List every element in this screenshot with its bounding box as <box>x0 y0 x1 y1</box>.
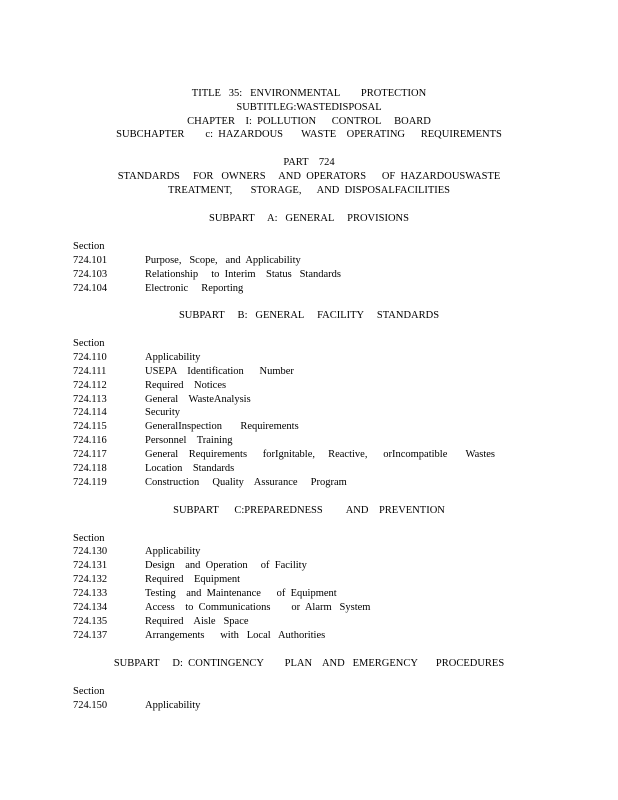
section-number: 724.112 <box>73 380 107 391</box>
section-number: 724.150 <box>73 700 108 711</box>
subchapter-line: SUBCHAPTER c: HAZARDOUS WASTE OPERATING REQUIREMENTS <box>116 129 502 140</box>
section-title: Construction Quality Assurance Program <box>145 477 347 488</box>
section-title: Electronic Reporting <box>145 283 244 294</box>
section-title: Relationship to Interim Status Standards <box>145 269 341 280</box>
section-number: 724.130 <box>73 546 108 557</box>
section-title: Personnel Training <box>145 435 233 446</box>
section-row <box>73 379 593 393</box>
section-number: 724.133 <box>73 588 108 599</box>
section-number: 724.113 <box>73 394 107 405</box>
section-number: 724.132 <box>73 574 108 585</box>
section-title: GeneralInspection Requirements <box>145 421 299 432</box>
section-number: 724.131 <box>73 560 108 571</box>
section-number: 724.119 <box>73 477 107 488</box>
section-row <box>73 365 593 379</box>
section-title: Required Equipment <box>145 574 241 585</box>
section-title: Testing and Maintenance of Equipment <box>145 588 337 599</box>
section-number: 724.103 <box>73 269 108 280</box>
section-number: 724.115 <box>73 421 107 432</box>
section-title: Applicability <box>145 546 201 557</box>
section-number: 724.110 <box>73 352 107 363</box>
section-row <box>73 420 593 434</box>
section-row <box>73 448 593 462</box>
section-label: Section <box>73 686 105 697</box>
section-title: Access to Communications or Alarm System <box>145 602 371 613</box>
section-title: Arrangements with Local Authorities <box>145 630 326 641</box>
section-title: Design and Operation of Facility <box>145 560 307 571</box>
subpart-c-heading: SUBPART C:PREPAREDNESS AND PREVENTION <box>173 505 445 516</box>
section-row <box>73 476 593 490</box>
section-row <box>73 587 593 601</box>
section-row <box>73 393 593 407</box>
subpart-d-heading: SUBPART D: CONTINGENCY PLAN AND EMERGENCY PROCEDURES <box>113 658 505 669</box>
section-number: 724.101 <box>73 255 108 266</box>
subtitle-line: SUBTITLEG:WASTEDISPOSAL <box>236 102 382 113</box>
section-row <box>73 615 593 629</box>
section-row <box>73 699 593 713</box>
section-title: General Requirements forIgnitable, Reactive, orIncompatible Wastes <box>145 449 496 460</box>
chapter-line: CHAPTER I: POLLUTION CONTROL BOARD <box>187 116 431 127</box>
section-row <box>73 268 593 282</box>
section-title: Applicability <box>145 352 201 363</box>
section-title: Location Standards <box>145 463 235 474</box>
section-row <box>73 559 593 573</box>
section-title: General WasteAnalysis <box>145 394 251 405</box>
part-title-line-1: STANDARDS FOR OWNERS AND OPERATORS OF HAZARDOUSWASTE <box>117 171 501 182</box>
section-title: Security <box>145 407 180 418</box>
section-row <box>73 254 593 268</box>
section-row <box>73 282 593 296</box>
section-title: Required Aisle Space <box>145 616 249 627</box>
title-line: TITLE 35: ENVIRONMENTAL PROTECTION <box>191 88 427 99</box>
section-number: 724.134 <box>73 602 108 613</box>
section-row <box>73 545 593 559</box>
section-number: 724.116 <box>73 435 107 446</box>
section-row <box>73 406 593 420</box>
section-number: 724.118 <box>73 463 107 474</box>
section-label: Section <box>73 338 105 349</box>
subpart-b-heading: SUBPART B: GENERAL FACILITY STANDARDS <box>178 310 440 321</box>
section-row <box>73 434 593 448</box>
section-number: 724.135 <box>73 616 108 627</box>
section-row <box>73 351 593 365</box>
section-title: Purpose, Scope, and Applicability <box>145 255 301 266</box>
section-title: USEPA Identification Number <box>145 366 294 377</box>
section-label: Section <box>73 533 105 544</box>
section-row <box>73 601 593 615</box>
subpart-a-heading: SUBPART A: GENERAL PROVISIONS <box>209 213 409 224</box>
section-row <box>73 462 593 476</box>
part-number: PART 724 <box>283 157 335 168</box>
section-title: Applicability <box>145 700 201 711</box>
section-row <box>73 573 593 587</box>
section-number: 724.137 <box>73 630 108 641</box>
section-title: Required Notices <box>145 380 227 391</box>
part-title-line-2: TREATMENT, STORAGE, AND DISPOSALFACILITIES <box>167 185 451 196</box>
section-number: 724.114 <box>73 407 107 418</box>
section-row <box>73 629 593 643</box>
section-number: 724.104 <box>73 283 108 294</box>
section-number: 724.111 <box>73 366 107 377</box>
section-number: 724.117 <box>73 449 107 460</box>
section-label: Section <box>73 241 105 252</box>
